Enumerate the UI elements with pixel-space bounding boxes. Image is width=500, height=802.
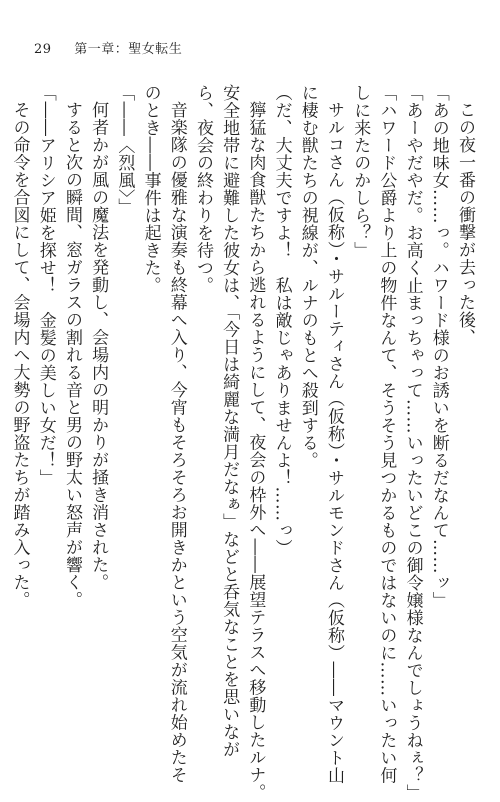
body-text [6, 84, 478, 802]
text-line: 「ハワード公爵より上の物件なんて、そうそう見つかるものではないのに……いったい何 [376, 84, 397, 784]
text-line: 「あの地味女……っ。ハワード様のお誘いを断るだなんて……ッ」 [428, 84, 449, 609]
text-line: ら、夜会の終わりを待つ。 [192, 84, 213, 294]
text-line: この夜一番の衝撃が去った後、 [455, 101, 475, 346]
text-line: しに来たのかしら？」 [350, 84, 371, 259]
running-header [34, 38, 182, 57]
text-line: その命令を合図にして、会場内へ大勢の野盗たちが踏み入った。 [9, 101, 30, 609]
text-line: 何者かが風の魔法を発動し、会場内の明かりが掻き消された。 [88, 101, 109, 591]
text-line: 「――アリシア姫を探せ！ 金髪の美しい女だ！」 [35, 84, 56, 487]
text-line: 「――〈烈風〉」 [114, 84, 135, 216]
text-line: 「あーやだやだ。お高く止まっちゃって……いったいどこの御令嬢様なんでしょうねぇ？」 [402, 84, 423, 802]
chapter-title: 第一章：聖女転生 [74, 42, 183, 57]
text-line: （だ、大丈夫ですよ！ 私は敵じゃありませんよ！……っ） [271, 84, 292, 557]
text-line: に棲む獣たちの視線が、ルナのもとへ殺到する。 [297, 84, 318, 469]
text-line: サルコさん（仮称）・サルーティさん（仮称）・サルモンドさん（仮称）――マウント山 [323, 101, 344, 784]
text-line: すると次の瞬間、窓ガラスの割れる音と男の野太い怒声が響く。 [61, 101, 82, 609]
text-line: 安全地帯に避難した彼女は、「今日は綺麗な満月だなぁ」などと呑気なことを思いなが [219, 84, 240, 758]
text-line: 音楽隊の優雅な演奏も終幕へ入り、今宵もそろそろお開きかという空気が流れ始めたそ [166, 101, 187, 784]
text-line: 獰猛な肉食獣たちから逃れるようにして、夜会の枠外へ――展望テラスへ移動したルナ。 [245, 101, 266, 801]
page-number: 29 [34, 42, 52, 57]
text-line: のとき――事件は起きた。 [140, 84, 161, 294]
